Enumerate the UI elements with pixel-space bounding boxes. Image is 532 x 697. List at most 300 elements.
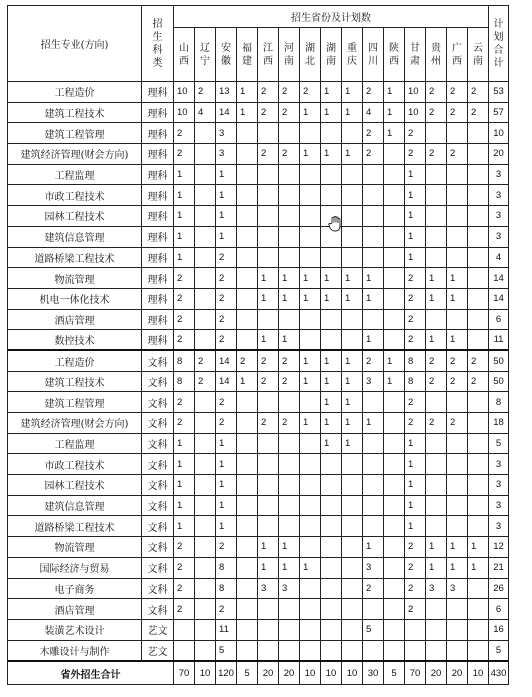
major-name: 电子商务 bbox=[8, 578, 142, 599]
row-total: 26 bbox=[489, 578, 509, 599]
plan-count: 1 bbox=[216, 433, 237, 454]
plan-count bbox=[195, 185, 216, 206]
plan-count: 1 bbox=[384, 82, 405, 103]
subject-type: 理科 bbox=[142, 330, 174, 351]
row-total: 14 bbox=[489, 268, 509, 289]
plan-count: 2 bbox=[174, 413, 195, 434]
plan-count bbox=[363, 247, 384, 268]
plan-count bbox=[279, 599, 300, 620]
subject-type: 理科 bbox=[142, 288, 174, 309]
plan-count bbox=[237, 247, 258, 268]
plan-count bbox=[279, 516, 300, 537]
plan-count: 2 bbox=[300, 82, 321, 103]
table-row bbox=[8, 123, 509, 144]
plan-count bbox=[342, 475, 363, 496]
plan-count bbox=[300, 495, 321, 516]
plan-count bbox=[384, 268, 405, 289]
plan-count bbox=[258, 599, 279, 620]
major-name: 工程监理 bbox=[8, 164, 142, 185]
row-total: 50 bbox=[489, 371, 509, 392]
table-row bbox=[8, 392, 509, 413]
plan-count: 2 bbox=[174, 537, 195, 558]
plan-count: 1 bbox=[174, 454, 195, 475]
plan-count: 10 bbox=[174, 102, 195, 123]
plan-count: 1 bbox=[342, 268, 363, 289]
plan-count bbox=[468, 206, 489, 227]
plan-count bbox=[363, 599, 384, 620]
major-name: 园林工程技术 bbox=[8, 475, 142, 496]
plan-count bbox=[384, 557, 405, 578]
grand-total: 430 bbox=[489, 661, 509, 685]
major-name: 建筑经济管理(财会方向) bbox=[8, 413, 142, 434]
header-char: 甘 bbox=[410, 42, 420, 54]
plan-count: 2 bbox=[363, 578, 384, 599]
plan-count: 3 bbox=[363, 371, 384, 392]
plan-count bbox=[300, 392, 321, 413]
plan-count bbox=[237, 454, 258, 475]
plan-count bbox=[363, 185, 384, 206]
plan-count bbox=[363, 516, 384, 537]
plan-count bbox=[258, 206, 279, 227]
plan-count bbox=[363, 206, 384, 227]
plan-count bbox=[279, 226, 300, 247]
subject-type: 文科 bbox=[142, 516, 174, 537]
enrollment-plan-table bbox=[7, 5, 509, 685]
plan-count bbox=[300, 619, 321, 640]
plan-count bbox=[195, 578, 216, 599]
plan-count bbox=[300, 578, 321, 599]
total-column-header bbox=[489, 6, 509, 82]
major-name: 建筑工程管理 bbox=[8, 123, 142, 144]
plan-count bbox=[342, 226, 363, 247]
table-row bbox=[8, 516, 509, 537]
plan-count bbox=[468, 433, 489, 454]
plan-count bbox=[195, 288, 216, 309]
plan-count bbox=[279, 640, 300, 661]
header-char: 湖 bbox=[326, 42, 336, 54]
subject-type: 理科 bbox=[142, 123, 174, 144]
table-row bbox=[8, 557, 509, 578]
subject-type: 文科 bbox=[142, 433, 174, 454]
plan-count: 2 bbox=[447, 350, 468, 371]
header-char: 西 bbox=[179, 55, 189, 67]
province-header bbox=[468, 28, 489, 82]
plan-count: 1 bbox=[384, 350, 405, 371]
subject-type: 理科 bbox=[142, 268, 174, 289]
row-total: 12 bbox=[489, 537, 509, 558]
plan-count bbox=[321, 454, 342, 475]
plan-count: 1 bbox=[405, 475, 426, 496]
plan-count bbox=[342, 495, 363, 516]
plan-count bbox=[447, 640, 468, 661]
plan-count: 5 bbox=[216, 640, 237, 661]
plan-count: 11 bbox=[216, 619, 237, 640]
plan-count: 1 bbox=[174, 247, 195, 268]
plan-count bbox=[447, 226, 468, 247]
header-char: 州 bbox=[431, 55, 441, 67]
plan-count: 3 bbox=[447, 578, 468, 599]
plan-count: 1 bbox=[342, 413, 363, 434]
plan-count bbox=[426, 185, 447, 206]
plan-count bbox=[279, 164, 300, 185]
subject-column-header bbox=[142, 6, 174, 82]
plan-count bbox=[321, 475, 342, 496]
plan-count: 14 bbox=[216, 102, 237, 123]
plan-count bbox=[384, 309, 405, 330]
plan-count: 1 bbox=[216, 164, 237, 185]
plan-count: 1 bbox=[216, 475, 237, 496]
header-char: 湖 bbox=[305, 42, 315, 54]
plan-count bbox=[384, 495, 405, 516]
province-total: 70 bbox=[405, 661, 426, 685]
plan-count: 2 bbox=[447, 371, 468, 392]
plan-count: 2 bbox=[405, 392, 426, 413]
province-header bbox=[447, 28, 468, 82]
plan-count: 1 bbox=[363, 413, 384, 434]
plan-count: 2 bbox=[237, 350, 258, 371]
plan-count: 1 bbox=[468, 557, 489, 578]
plan-count: 2 bbox=[426, 413, 447, 434]
plan-count: 1 bbox=[321, 102, 342, 123]
row-total: 16 bbox=[489, 619, 509, 640]
plan-count: 1 bbox=[174, 433, 195, 454]
plan-count bbox=[258, 619, 279, 640]
plan-count bbox=[426, 640, 447, 661]
province-total: 20 bbox=[279, 661, 300, 685]
plan-count bbox=[237, 557, 258, 578]
plan-count bbox=[321, 578, 342, 599]
table-row bbox=[8, 164, 509, 185]
subject-type: 理科 bbox=[142, 226, 174, 247]
subject-type: 理科 bbox=[142, 144, 174, 165]
plan-count bbox=[195, 640, 216, 661]
plan-count: 2 bbox=[216, 309, 237, 330]
plan-count: 3 bbox=[279, 578, 300, 599]
plan-count bbox=[237, 413, 258, 434]
plan-count: 2 bbox=[174, 330, 195, 351]
header-char: 南 bbox=[473, 55, 483, 67]
table-row bbox=[8, 82, 509, 103]
subject-type: 理科 bbox=[142, 82, 174, 103]
plan-count: 1 bbox=[237, 102, 258, 123]
major-name: 建筑工程管理 bbox=[8, 392, 142, 413]
header-char: 西 bbox=[389, 55, 399, 67]
plan-count bbox=[237, 433, 258, 454]
plan-count bbox=[258, 247, 279, 268]
plan-count: 1 bbox=[174, 164, 195, 185]
major-name: 道路桥梁工程技术 bbox=[8, 516, 142, 537]
plan-count bbox=[384, 164, 405, 185]
plan-count bbox=[342, 123, 363, 144]
plan-count bbox=[300, 206, 321, 227]
plan-count: 1 bbox=[384, 102, 405, 123]
plan-count bbox=[195, 123, 216, 144]
plan-count: 1 bbox=[405, 454, 426, 475]
plan-count bbox=[237, 475, 258, 496]
subject-type: 理科 bbox=[142, 102, 174, 123]
plan-count: 2 bbox=[468, 82, 489, 103]
plan-count: 2 bbox=[468, 102, 489, 123]
plan-count: 1 bbox=[216, 185, 237, 206]
plan-count: 1 bbox=[300, 371, 321, 392]
plan-count bbox=[237, 185, 258, 206]
row-total: 4 bbox=[489, 247, 509, 268]
table-row bbox=[8, 599, 509, 620]
header-char: 计 bbox=[493, 57, 504, 69]
plan-count bbox=[237, 144, 258, 165]
plan-count: 2 bbox=[174, 123, 195, 144]
plan-count bbox=[195, 309, 216, 330]
plan-count bbox=[426, 516, 447, 537]
plan-count bbox=[258, 475, 279, 496]
plan-count: 2 bbox=[405, 288, 426, 309]
province-total: 10 bbox=[468, 661, 489, 685]
plan-count: 2 bbox=[279, 413, 300, 434]
plan-count bbox=[258, 516, 279, 537]
plan-count bbox=[279, 247, 300, 268]
plan-count bbox=[321, 640, 342, 661]
plan-count: 2 bbox=[279, 350, 300, 371]
plan-count: 2 bbox=[258, 82, 279, 103]
row-total: 3 bbox=[489, 206, 509, 227]
plan-count: 1 bbox=[174, 475, 195, 496]
header-char: 划 bbox=[493, 31, 504, 43]
plan-count bbox=[447, 164, 468, 185]
province-total: 120 bbox=[216, 661, 237, 685]
plan-count: 2 bbox=[447, 102, 468, 123]
province-header bbox=[426, 28, 447, 82]
plan-count: 2 bbox=[216, 288, 237, 309]
plan-count bbox=[468, 619, 489, 640]
plan-count bbox=[321, 330, 342, 351]
plan-count bbox=[237, 599, 258, 620]
plan-count bbox=[447, 516, 468, 537]
plan-count bbox=[195, 206, 216, 227]
plan-count bbox=[426, 309, 447, 330]
plan-count bbox=[426, 619, 447, 640]
plan-count: 1 bbox=[342, 144, 363, 165]
row-total: 10 bbox=[489, 123, 509, 144]
plan-count bbox=[342, 206, 363, 227]
province-header bbox=[174, 28, 195, 82]
plan-count bbox=[405, 640, 426, 661]
plan-count: 2 bbox=[279, 102, 300, 123]
header-char: 山 bbox=[179, 42, 189, 54]
table-row bbox=[8, 578, 509, 599]
plan-count: 2 bbox=[363, 82, 384, 103]
plan-count: 1 bbox=[300, 288, 321, 309]
major-name: 建筑工程技术 bbox=[8, 102, 142, 123]
plan-count: 1 bbox=[342, 392, 363, 413]
plan-count: 2 bbox=[195, 82, 216, 103]
plan-count: 1 bbox=[321, 392, 342, 413]
plan-count bbox=[447, 454, 468, 475]
plan-count: 1 bbox=[279, 557, 300, 578]
plan-count bbox=[447, 206, 468, 227]
major-name: 建筑经济管理(财会方向) bbox=[8, 144, 142, 165]
plan-count bbox=[447, 185, 468, 206]
plan-count bbox=[384, 599, 405, 620]
plan-count bbox=[447, 619, 468, 640]
plan-count: 1 bbox=[300, 413, 321, 434]
major-name: 物流管理 bbox=[8, 537, 142, 558]
plan-count: 3 bbox=[363, 557, 384, 578]
header-char: 西 bbox=[263, 55, 273, 67]
total-row bbox=[8, 661, 509, 685]
table-row bbox=[8, 371, 509, 392]
plan-count bbox=[258, 495, 279, 516]
major-name: 机电一体化技术 bbox=[8, 288, 142, 309]
subject-type: 文科 bbox=[142, 350, 174, 371]
plan-count: 10 bbox=[405, 82, 426, 103]
plan-count bbox=[384, 330, 405, 351]
plan-count: 1 bbox=[321, 268, 342, 289]
plan-count bbox=[447, 495, 468, 516]
plan-count bbox=[258, 392, 279, 413]
header-char: 云 bbox=[473, 42, 483, 54]
plan-count: 2 bbox=[216, 268, 237, 289]
row-total: 6 bbox=[489, 309, 509, 330]
plan-count bbox=[468, 475, 489, 496]
plan-count: 2 bbox=[468, 350, 489, 371]
plan-count: 2 bbox=[405, 557, 426, 578]
plan-count bbox=[258, 226, 279, 247]
plan-count bbox=[342, 330, 363, 351]
header-char: 生 bbox=[152, 31, 163, 43]
plan-count bbox=[447, 247, 468, 268]
plan-count bbox=[426, 123, 447, 144]
header-char: 陕 bbox=[389, 42, 399, 54]
plan-count bbox=[426, 247, 447, 268]
plan-count: 1 bbox=[342, 433, 363, 454]
row-total: 3 bbox=[489, 185, 509, 206]
plan-count bbox=[195, 475, 216, 496]
plan-count: 1 bbox=[405, 495, 426, 516]
major-name: 木雕设计与制作 bbox=[8, 640, 142, 661]
plan-count bbox=[342, 640, 363, 661]
plan-count: 2 bbox=[447, 144, 468, 165]
plan-count: 2 bbox=[174, 309, 195, 330]
province-header bbox=[258, 28, 279, 82]
plan-count bbox=[447, 309, 468, 330]
plan-count bbox=[321, 557, 342, 578]
row-total: 3 bbox=[489, 164, 509, 185]
plan-count: 2 bbox=[447, 82, 468, 103]
row-total: 3 bbox=[489, 454, 509, 475]
province-total: 10 bbox=[300, 661, 321, 685]
table-row bbox=[8, 640, 509, 661]
plan-count bbox=[384, 640, 405, 661]
plan-count bbox=[468, 164, 489, 185]
plan-count bbox=[468, 454, 489, 475]
province-total: 20 bbox=[258, 661, 279, 685]
plan-count bbox=[195, 164, 216, 185]
plan-count: 1 bbox=[174, 185, 195, 206]
major-name: 道路桥梁工程技术 bbox=[8, 247, 142, 268]
plan-count bbox=[237, 226, 258, 247]
plan-count bbox=[342, 537, 363, 558]
plan-count: 2 bbox=[405, 578, 426, 599]
plan-count bbox=[384, 392, 405, 413]
plan-count: 1 bbox=[405, 247, 426, 268]
row-total: 8 bbox=[489, 392, 509, 413]
plan-count bbox=[342, 247, 363, 268]
row-total: 5 bbox=[489, 433, 509, 454]
plan-count: 1 bbox=[405, 516, 426, 537]
plan-count: 1 bbox=[426, 288, 447, 309]
subject-type: 理科 bbox=[142, 206, 174, 227]
plan-count bbox=[279, 433, 300, 454]
province-header bbox=[237, 28, 258, 82]
plan-count: 1 bbox=[216, 516, 237, 537]
plan-count bbox=[195, 226, 216, 247]
plan-count: 2 bbox=[279, 144, 300, 165]
header-char: 宁 bbox=[200, 55, 210, 67]
header-char: 徽 bbox=[221, 55, 231, 67]
plan-count: 2 bbox=[216, 537, 237, 558]
plan-count bbox=[426, 206, 447, 227]
subject-type: 文科 bbox=[142, 454, 174, 475]
plan-count: 1 bbox=[216, 454, 237, 475]
plan-count: 8 bbox=[216, 578, 237, 599]
plan-count bbox=[468, 144, 489, 165]
plan-count: 1 bbox=[342, 288, 363, 309]
plan-count bbox=[300, 330, 321, 351]
plan-count bbox=[363, 495, 384, 516]
province-total: 20 bbox=[447, 661, 468, 685]
plan-count: 1 bbox=[468, 537, 489, 558]
province-total: 10 bbox=[195, 661, 216, 685]
plan-count: 1 bbox=[300, 144, 321, 165]
header-char: 南 bbox=[326, 55, 336, 67]
plan-count: 14 bbox=[216, 371, 237, 392]
plan-count bbox=[237, 516, 258, 537]
plan-count: 1 bbox=[405, 185, 426, 206]
plan-count: 8 bbox=[216, 557, 237, 578]
plan-count bbox=[195, 619, 216, 640]
plan-count: 2 bbox=[216, 330, 237, 351]
plan-count: 1 bbox=[279, 288, 300, 309]
table-row bbox=[8, 619, 509, 640]
plan-count: 1 bbox=[447, 330, 468, 351]
plan-count bbox=[174, 640, 195, 661]
table-row bbox=[8, 495, 509, 516]
row-total: 3 bbox=[489, 475, 509, 496]
province-header bbox=[321, 28, 342, 82]
plan-count: 2 bbox=[426, 102, 447, 123]
province-header bbox=[300, 28, 321, 82]
plan-count: 2 bbox=[174, 268, 195, 289]
plan-count: 4 bbox=[363, 102, 384, 123]
plan-count bbox=[342, 619, 363, 640]
plan-count: 1 bbox=[300, 557, 321, 578]
plan-count bbox=[237, 164, 258, 185]
plan-count: 2 bbox=[216, 413, 237, 434]
plan-count: 1 bbox=[216, 226, 237, 247]
plan-count: 1 bbox=[321, 413, 342, 434]
plan-count bbox=[363, 226, 384, 247]
plan-count bbox=[258, 185, 279, 206]
plan-count bbox=[363, 475, 384, 496]
plan-count: 1 bbox=[342, 371, 363, 392]
plan-count: 1 bbox=[174, 516, 195, 537]
plan-count bbox=[468, 495, 489, 516]
plan-count: 2 bbox=[405, 537, 426, 558]
plan-count: 1 bbox=[342, 350, 363, 371]
plan-count bbox=[300, 123, 321, 144]
plan-count bbox=[300, 247, 321, 268]
table-row bbox=[8, 268, 509, 289]
